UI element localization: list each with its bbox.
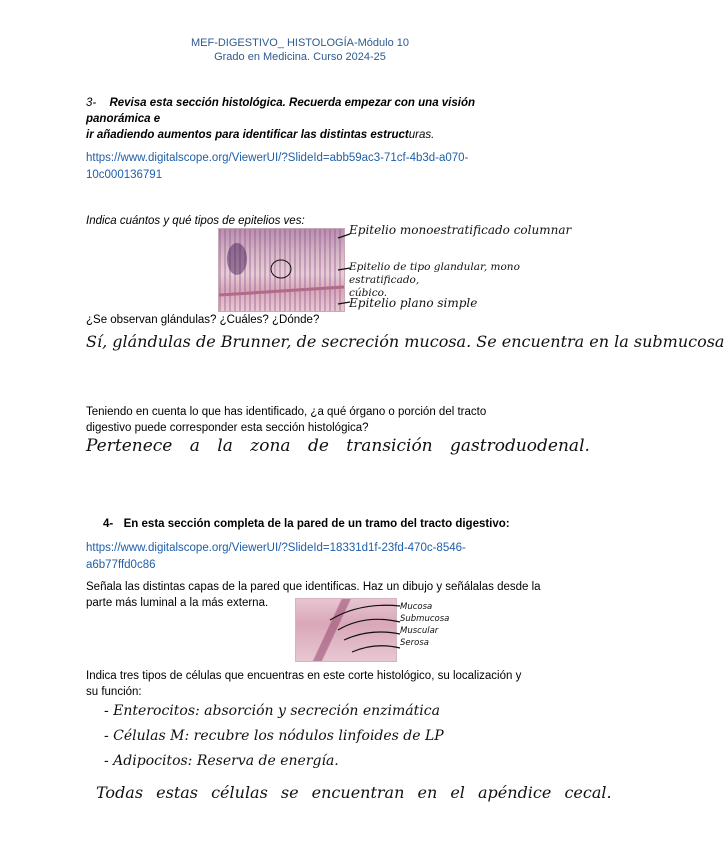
link-line2[interactable]: a6b77ffd0c86 — [86, 559, 156, 571]
layer-pointer-lines — [330, 600, 405, 660]
label-glandular — [349, 261, 589, 300]
label-columnar: Epitelio monoestratificado columnar — [349, 223, 572, 237]
question-4-title — [103, 516, 510, 532]
header-title: MEF-DIGESTIVO_ HISTOLOGÍA-Módulo 10 — [190, 37, 410, 49]
slide-link-q4[interactable] — [86, 540, 466, 574]
link-line1[interactable]: https://www.digitalscope.org/ViewerUI/?SlideId=abb59ac3-71cf-4b3d-a070- — [86, 152, 469, 164]
question-3-line2: ir añadiendo aumentos para identificar las distintas estruct — [86, 129, 409, 141]
prompt-cells — [86, 668, 576, 700]
header-subtitle: Grado en Medicina. Curso 2024-25 — [214, 51, 386, 63]
cell-item-adipocytes: - Adipocitos: Reserva de energía. — [104, 753, 339, 769]
annotation-overlay — [219, 229, 344, 311]
prompt-organ — [86, 404, 556, 436]
prompt-epithelia: Indica cuántos y qué tipos de epitelios ves: — [86, 215, 305, 227]
conclusion-answer: Todas estas células se encuentran en el apéndice cecal. — [96, 783, 612, 802]
prompt-cells-line2: su función: — [86, 686, 142, 698]
label-squamous: Epitelio plano simple — [349, 296, 478, 310]
label-glandular-line1: Epitelio de tipo glandular, mono estratificado, — [349, 261, 520, 286]
layer-labels — [400, 601, 449, 649]
layer-submucosa: Submucosa — [400, 614, 450, 624]
question-number: 3- — [86, 97, 97, 109]
question-3-line1: Revisa esta sección histológica. Recuerda empezar con una visión panorámica e — [86, 97, 476, 125]
histology-image-gastroduodenal — [218, 228, 345, 312]
question-3-title — [86, 95, 526, 143]
question-4-number: 4- — [103, 518, 114, 530]
answer-glands: Sí, glándulas de Brunner, de secreción mucosa. Se encuentra en la submucosa — [86, 332, 724, 351]
prompt-glands: ¿Se observan glándulas? ¿Cuáles? ¿Dónde? — [86, 314, 320, 326]
document-header — [0, 36, 600, 64]
question-3-line2-end: uras. — [408, 129, 435, 141]
cell-list — [104, 699, 444, 774]
prompt-layers-line2: parte más luminal a la más externa. — [86, 597, 269, 609]
answer-organ: Pertenece a la zona de transición gastroduodenal. — [86, 436, 590, 456]
layer-muscular: Muscular — [400, 626, 439, 636]
prompt-organ-line1: Teniendo en cuenta lo que has identificado, ¿a qué órgano o porción del tracto — [86, 406, 487, 418]
prompt-organ-line2: digestivo puede corresponder esta sección histológica? — [86, 422, 369, 434]
cell-item-m-cells: - Células M: recubre los nódulos linfoides de LP — [104, 728, 444, 744]
label-glandular-line2: cúbico. — [349, 287, 388, 299]
layer-mucosa: Mucosa — [400, 602, 433, 612]
slide-link-q3[interactable] — [86, 150, 468, 184]
question-4-text: En esta sección completa de la pared de un tramo del tracto digestivo: — [123, 518, 510, 530]
prompt-layers-line1: Señala las distintas capas de la pared que identificas. Haz un dibujo y señálalas desde la — [86, 581, 541, 593]
link-line1[interactable]: https://www.digitalscope.org/ViewerUI/?SlideId=18331d1f-23fd-470c-8546- — [86, 542, 466, 554]
layer-serosa: Serosa — [400, 638, 429, 648]
link-line2[interactable]: 10c000136791 — [86, 169, 163, 181]
cell-item-enterocytes: - Enterocitos: absorción y secreción enzimática — [104, 703, 440, 719]
prompt-cells-line1: Indica tres tipos de células que encuentras en este corte histológico, su localización y — [86, 670, 522, 682]
